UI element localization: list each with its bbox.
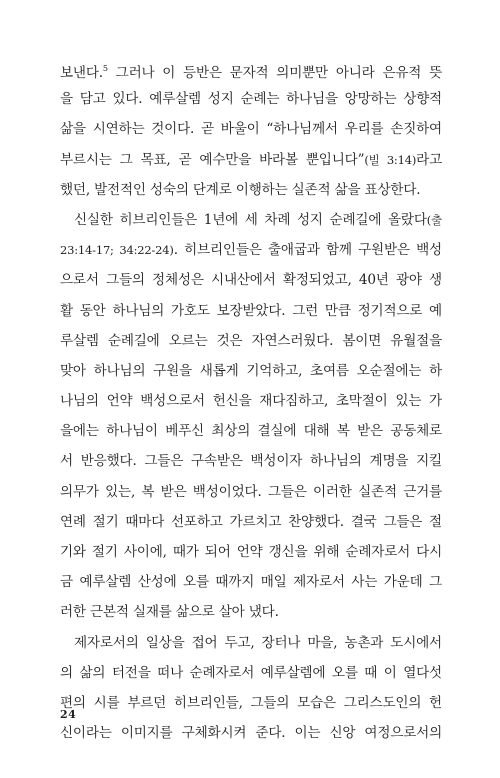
text-line: 부르시는 그 목표, 곧 예수만을 바라볼 뿐입니다”(빌 3:14)라고 <box>60 151 443 168</box>
text-line: 으로서 그들의 정체성은 시내산에서 확정되었고, 40년 광야 생 <box>60 272 442 289</box>
text-line: 편의 시를 부르던 히브리인들, 그들의 모습은 그리스도인의 헌 <box>60 694 442 711</box>
paragraph-start-line: 제자로서의 일상을 접어 두고, 장터나 마을, 농촌과 도시에서 <box>74 634 442 651</box>
scripture-reference: (출 <box>426 212 442 227</box>
text-line: 을 담고 있다. 예루살렘 성지 순례는 하나님을 앙망하는 상향적 <box>60 91 442 108</box>
scripture-reference: 23:14-17; 34:22-24) <box>60 243 174 258</box>
text-line: 러한 근본적 실재를 삶으로 살아 냈다. <box>60 604 279 621</box>
text-line: 보낸다.$^5$ 그러나 이 등반은 문자적 의미뿐만 아니라 은유적 뜻 <box>60 64 442 81</box>
text-line: 금 예루살렘 산성에 오를 때까지 매일 제자로서 사는 가운데 그 <box>60 574 442 591</box>
body-text <box>60 54 442 748</box>
text-line: 서 반응했다. 그들은 구속받은 백성이자 하나님의 계명을 지킬 <box>60 453 442 470</box>
text-line: 맞아 하나님의 구원을 새롭게 기억하고, 초여름 오순절에는 하 <box>60 362 442 379</box>
text-line: 했던, 발전적인 성숙의 단계로 이행하는 실존적 삶을 표상한다. <box>60 181 421 198</box>
text-line: 기와 절기 사이에, 때가 되어 언약 갱신을 위해 순례자로서 다시 <box>60 544 442 560</box>
text-line: 을에는 하나님이 베푸신 최상의 결실에 대해 복 받은 공동체로 <box>60 423 442 440</box>
text-line: 루살렘 순례길에 오르는 것은 자연스러웠다. 봄이면 유월절을 <box>60 332 442 349</box>
paragraph-start-line: 신실한 히브리인들은 1년에 세 차례 성지 순례길에 올랐다(출 <box>74 211 442 228</box>
text-line: 나님의 언약 백성으로서 헌신을 재다짐하고, 초막절이 있는 가 <box>60 393 442 410</box>
page-number: 24 <box>60 708 77 721</box>
scripture-reference: (빌 3:14) <box>364 152 417 167</box>
text-line: 의무가 있는, 복 받은 백성이었다. 그들은 이러한 실존적 근거를 <box>60 483 442 500</box>
text-line: 삶을 시연하는 것이다. 곧 바울이 “하나님께서 우리를 손짓하여 <box>60 121 442 138</box>
text-line: 연례 절기 때마다 선포하고 가르치고 찬양했다. 결국 그들은 절 <box>60 513 442 530</box>
text-line: 23:14-17; 34:22-24). 히브리인들은 출애굽과 함께 구원받은 백성 <box>60 242 442 259</box>
text-line: 의 삶의 터전을 떠나 순례자로서 예루살렘에 오를 때 이 열다섯 <box>60 664 442 681</box>
text-line: 신이라는 이미지를 구체화시켜 준다. 이는 신앙 여정으로서의 <box>60 725 442 742</box>
text-line: 활 동안 하나님의 가호도 보장받았다. 그런 만큼 정기적으로 예 <box>60 302 442 319</box>
footnote-marker: 5 <box>102 64 108 73</box>
